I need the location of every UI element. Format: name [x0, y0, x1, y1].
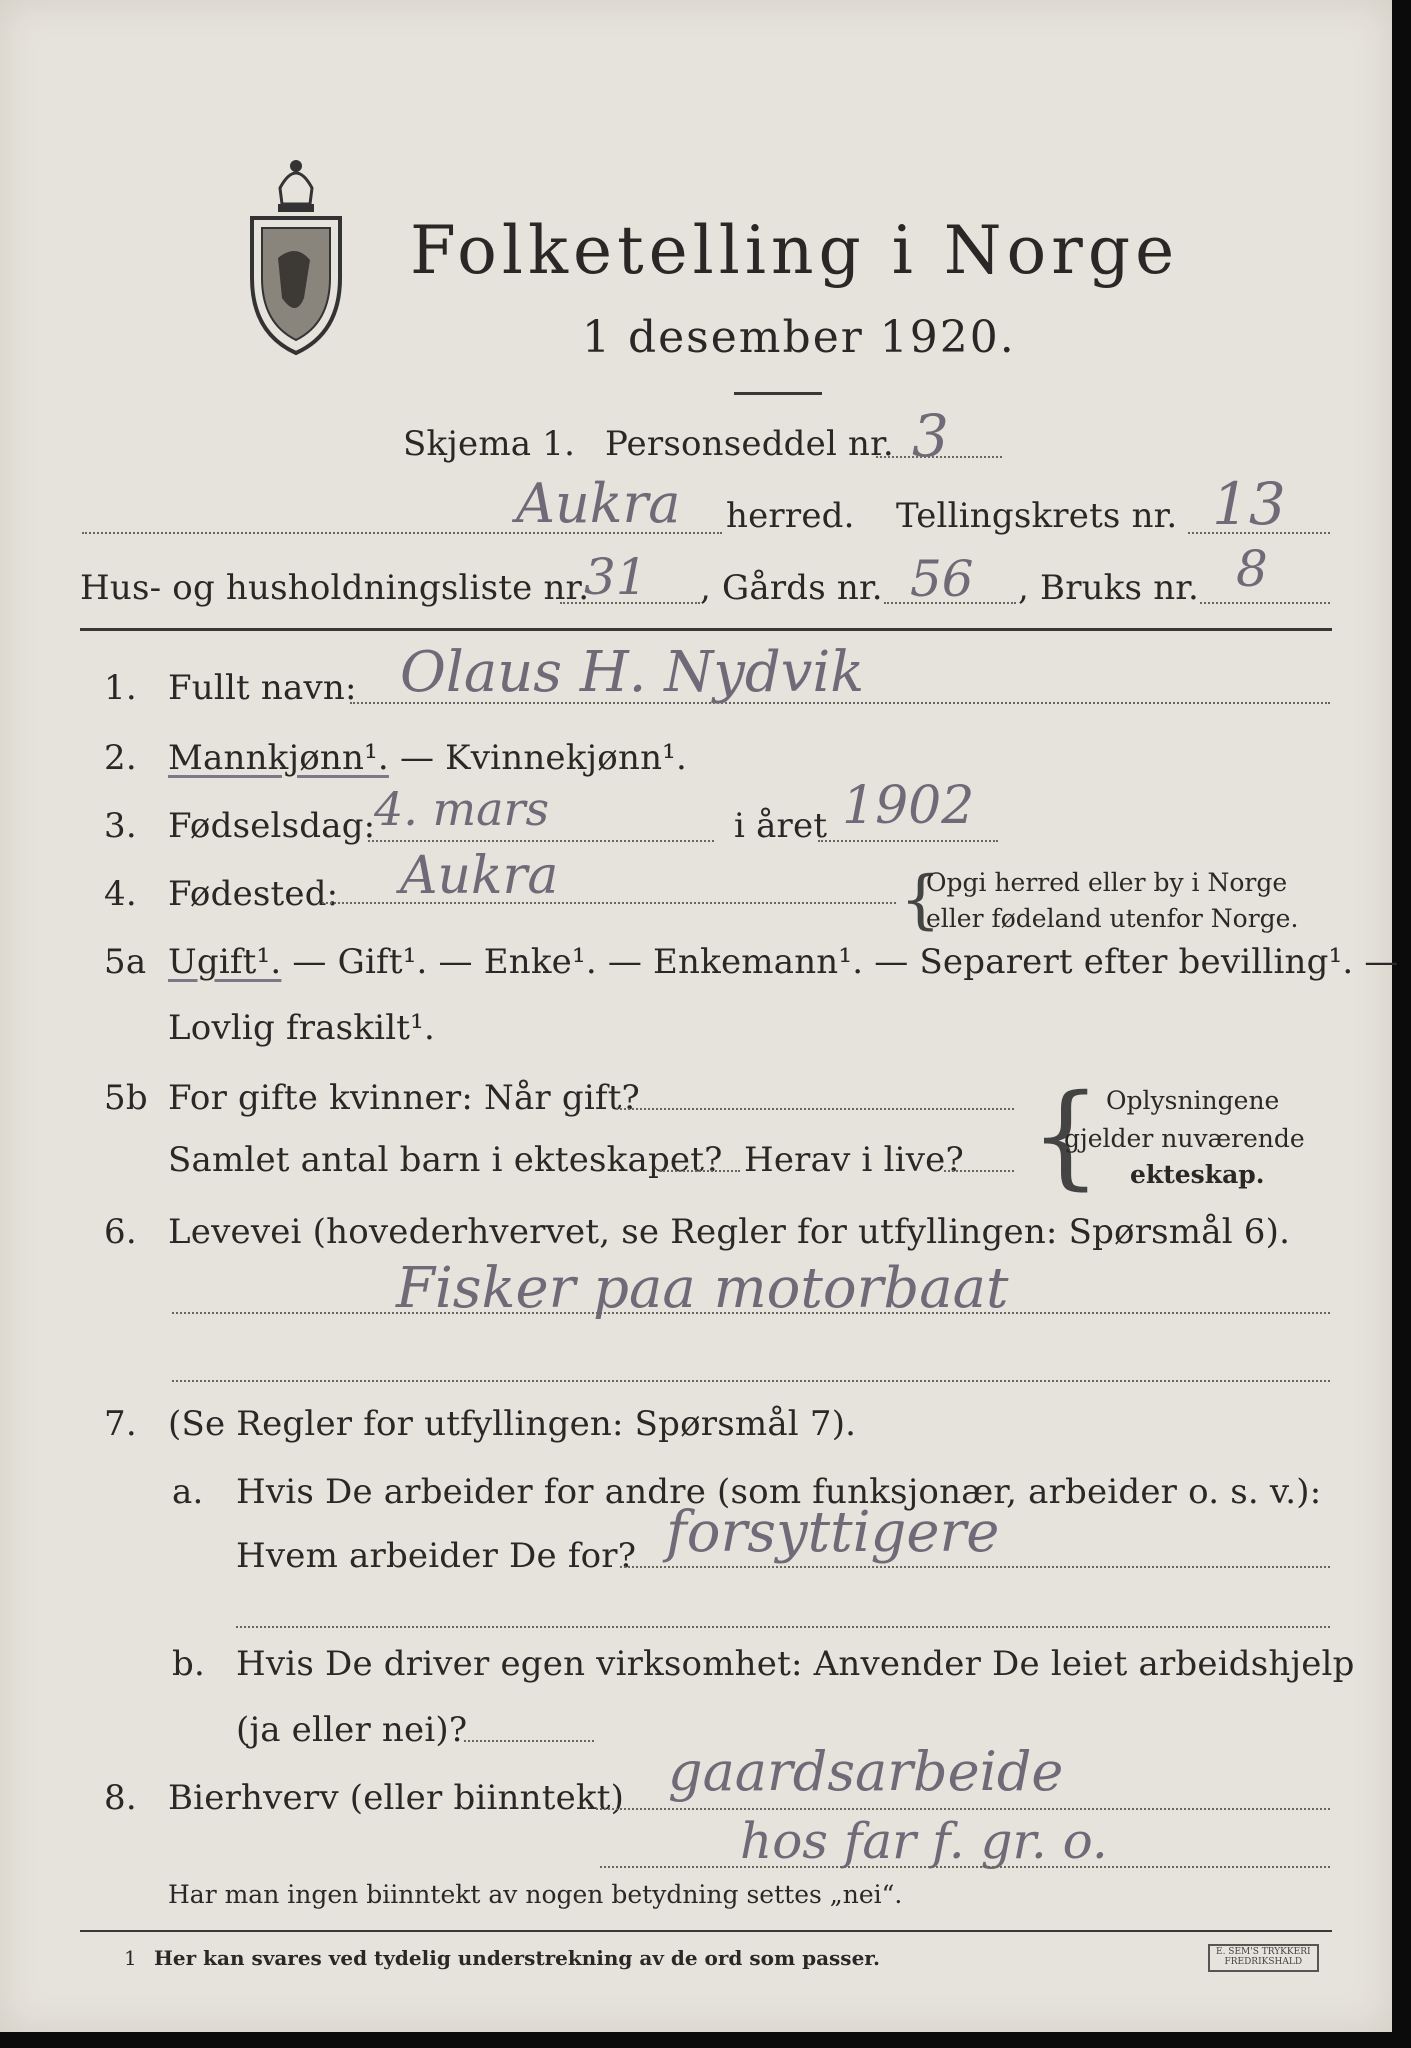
herred-label: herred. [726, 496, 855, 536]
q5b-note-line1: Oplysningene [1106, 1086, 1280, 1115]
printer-stamp-line1: E. SEM'S TRYKKERI [1216, 1947, 1311, 1957]
marital-options [168, 942, 1399, 982]
q7b-letter: b. [172, 1644, 205, 1684]
q7a-question: Hvem arbeider De for? [236, 1536, 637, 1576]
q5b-alive-label: Herav i live? [744, 1140, 964, 1180]
hus-label: Hus- og husholdningsliste nr. [80, 568, 590, 608]
side-income-value-2[interactable]: hos far f. gr. o. [740, 1812, 1108, 1870]
marital-divorced-option[interactable]: Lovlig fraskilt¹. [168, 1008, 435, 1048]
hus-value[interactable]: 31 [584, 548, 648, 606]
q7-number: 7. [104, 1404, 137, 1444]
alive-line [944, 1170, 1014, 1172]
sex-female-option[interactable]: Kvinnekjønn¹. [445, 738, 688, 778]
married-when-line [616, 1108, 1014, 1110]
q5a-number: 5a [104, 942, 147, 982]
year-label: i året [734, 806, 828, 846]
herred-value[interactable]: Aukra [516, 472, 681, 535]
q1-label: Fullt navn: [168, 668, 357, 708]
q8-number: 8. [104, 1778, 137, 1818]
q3-label: Fødselsdag: [168, 806, 376, 846]
tellingskrets-label: Tellingskrets nr. [896, 496, 1178, 536]
q8-label: Bierhverv (eller biinntekt) [168, 1778, 625, 1818]
q7b-text: Hvis De driver egen virksomhet: Anvender De leiet arbeidshjelp [236, 1644, 1355, 1684]
sex-options [168, 738, 687, 778]
footnote-text: Her kan svares ved tydelig understrekning av de ord som passer. [154, 1946, 880, 1970]
gards-value[interactable]: 56 [910, 550, 974, 608]
hired-help-line [464, 1740, 594, 1742]
q5b-note-line3: ekteskap. [1130, 1160, 1265, 1189]
bruks-line [1200, 602, 1330, 604]
personseddel-value[interactable]: 3 [912, 402, 949, 470]
q4-number: 4. [104, 874, 137, 914]
side-income-note: Har man ingen biinntekt av nogen betydning settes „nei“. [168, 1880, 903, 1909]
birth-year-value[interactable]: 1902 [842, 776, 975, 836]
skjema-label: Skjema 1. [403, 424, 576, 464]
q3-number: 3. [104, 806, 137, 846]
census-date: 1 desember 1920. [582, 312, 1016, 363]
occupation-line-1 [172, 1312, 1330, 1314]
q4-note-line1: Opgi herred eller by i Norge [926, 868, 1288, 897]
sex-male-option[interactable]: Mannkjønn¹. [168, 738, 389, 778]
birthday-line [368, 840, 714, 842]
q4-brace: { [900, 863, 941, 937]
employer-line-2 [236, 1626, 1330, 1628]
q4-note-line2: eller fødeland utenfor Norge. [926, 904, 1299, 933]
marital-other-options[interactable]: — Gift¹. — Enke¹. — Enkemann¹. — Separert efter bevilling¹. — [292, 942, 1399, 982]
q7-label: (Se Regler for utfyllingen: Spørsmål 7). [168, 1404, 857, 1444]
q5b-note-line2: gjelder nuværende [1064, 1124, 1305, 1153]
occupation-line-2 [172, 1380, 1330, 1382]
q2-number: 2. [104, 738, 137, 778]
q4-label: Fødested: [168, 874, 339, 914]
marital-unmarried-option[interactable]: Ugift¹. [168, 942, 282, 982]
q7b-question: (ja eller nei)? [236, 1710, 468, 1750]
q5b-children-label: Samlet antal barn i ekteskapet? [168, 1140, 723, 1180]
year-line [818, 840, 998, 842]
bruks-value[interactable]: 8 [1236, 540, 1268, 598]
footnote-divider [80, 1930, 1332, 1932]
children-line [660, 1170, 740, 1172]
gards-label: , Gårds nr. [700, 568, 883, 608]
q6-number: 6. [104, 1212, 137, 1252]
employer-value[interactable]: forsyttigere [666, 1500, 1000, 1565]
q7a-text: Hvis De arbeider for andre (som funksjonær, arbeider o. s. v.): [236, 1472, 1322, 1512]
birthplace-value[interactable]: Aukra [400, 846, 559, 906]
full-name-value[interactable]: Olaus H. Nydvik [400, 640, 865, 705]
printer-stamp-line2: FREDRIKSHALD [1224, 1956, 1303, 1967]
tellingskrets-value[interactable]: 13 [1212, 470, 1286, 538]
q5b-brace: { [1030, 1071, 1102, 1201]
side-income-line [596, 1808, 1330, 1810]
printer-stamp [1208, 1944, 1319, 1972]
side-income-value-1[interactable]: gaardsarbeide [668, 1740, 1064, 1803]
sex-separator: — [388, 738, 446, 778]
q5b-line1: For gifte kvinner: Når gift? [168, 1078, 640, 1118]
footnote-mark: 1 [124, 1946, 137, 1970]
q6-label: Levevei (hovederhvervet, se Regler for utfyllingen: Spørsmål 6). [168, 1212, 1291, 1252]
personseddel-label: Personseddel nr. [605, 424, 894, 464]
bruks-label: , Bruks nr. [1018, 568, 1200, 608]
birthday-value[interactable]: 4. mars [374, 782, 550, 836]
q5b-number: 5b [104, 1078, 148, 1118]
form-title: Folketelling i Norge [410, 212, 1180, 289]
header-divider [80, 628, 1332, 631]
q7a-letter: a. [172, 1472, 204, 1512]
q1-number: 1. [104, 668, 137, 708]
occupation-value[interactable]: Fisker paa motorbaat [396, 1256, 1009, 1321]
side-income-line-2 [600, 1866, 1330, 1868]
employer-line [620, 1566, 1330, 1568]
coat-of-arms-emblem [240, 148, 352, 358]
title-divider [734, 392, 822, 395]
